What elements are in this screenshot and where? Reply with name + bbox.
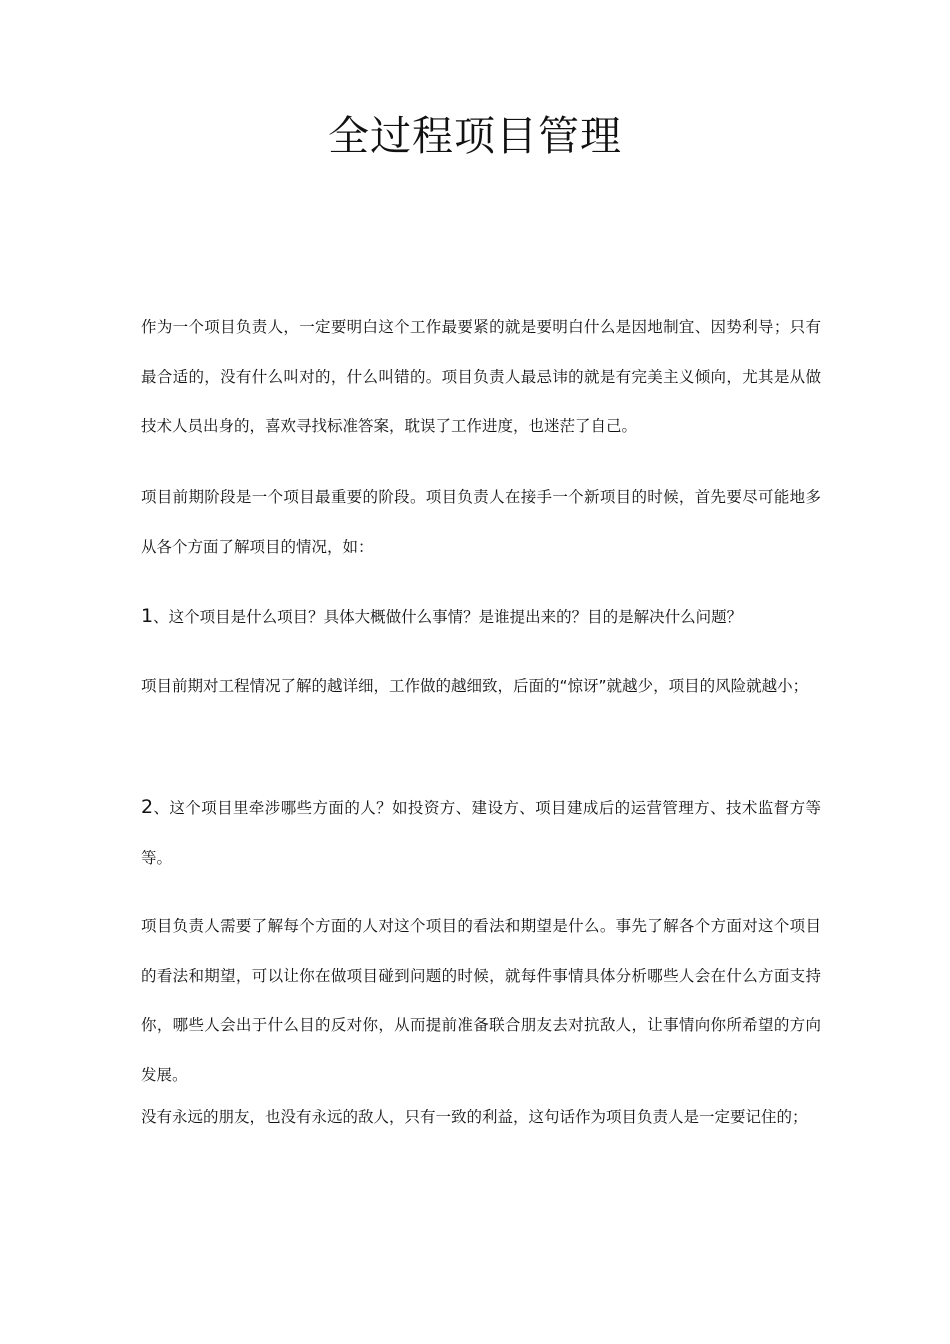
paragraph-intro: 作为一个项目负责人，一定要明白这个工作最要紧的就是要明白什么是因地制宜、因势利导；只有最合适的，没有什么叫对的，什么叫错的。项目负责人最忌讳的就是有完美主义倾向，尤其是从做技术人员出身的，喜欢寻找标准答案，耽误了工作进度，也迷茫了自己。: [141, 318, 821, 435]
paragraph-interests: 没有永远的朋友，也没有永远的敌人，只有一致的利益，这句话作为项目负责人是一定要记住的；: [141, 1108, 808, 1126]
item-text: 、这个项目里牵涉哪些方面的人？如投资方、建设方、项目建成后的运营管理方、技术监督方等等。: [141, 799, 821, 867]
numbered-item-1: [141, 592, 821, 643]
paragraph-detail-risk: 项目前期对工程情况了解的越详细，工作做的越细致，后面的“惊讶”就越少，项目的风险就越小；: [141, 677, 809, 695]
numbered-item-2: [141, 783, 821, 883]
item-number: 1: [141, 605, 154, 627]
document-title: 全过程项目管理: [328, 112, 622, 160]
paragraph-early-stage: 项目前期阶段是一个项目最重要的阶段。项目负责人在接手一个新项目的时候，首先要尽可能地多从各个方面了解项目的情况，如：: [141, 488, 821, 556]
item-text: 、这个项目是什么项目？具体大概做什么事情？是谁提出来的？目的是解决什么问题？: [153, 608, 743, 626]
item-number: 2: [141, 796, 154, 818]
paragraph-stakeholders: 项目负责人需要了解每个方面的人对这个项目的看法和期望是什么。事先了解各个方面对这个项目的看法和期望，可以让你在做项目碰到问题的时候，就每件事情具体分析哪些人会在什么方面支持你，哪些人会出于什么目的反对你，从而提前准备联合朋友去对抗敌人，让事情向你所希望的方向发展。: [141, 917, 821, 1084]
